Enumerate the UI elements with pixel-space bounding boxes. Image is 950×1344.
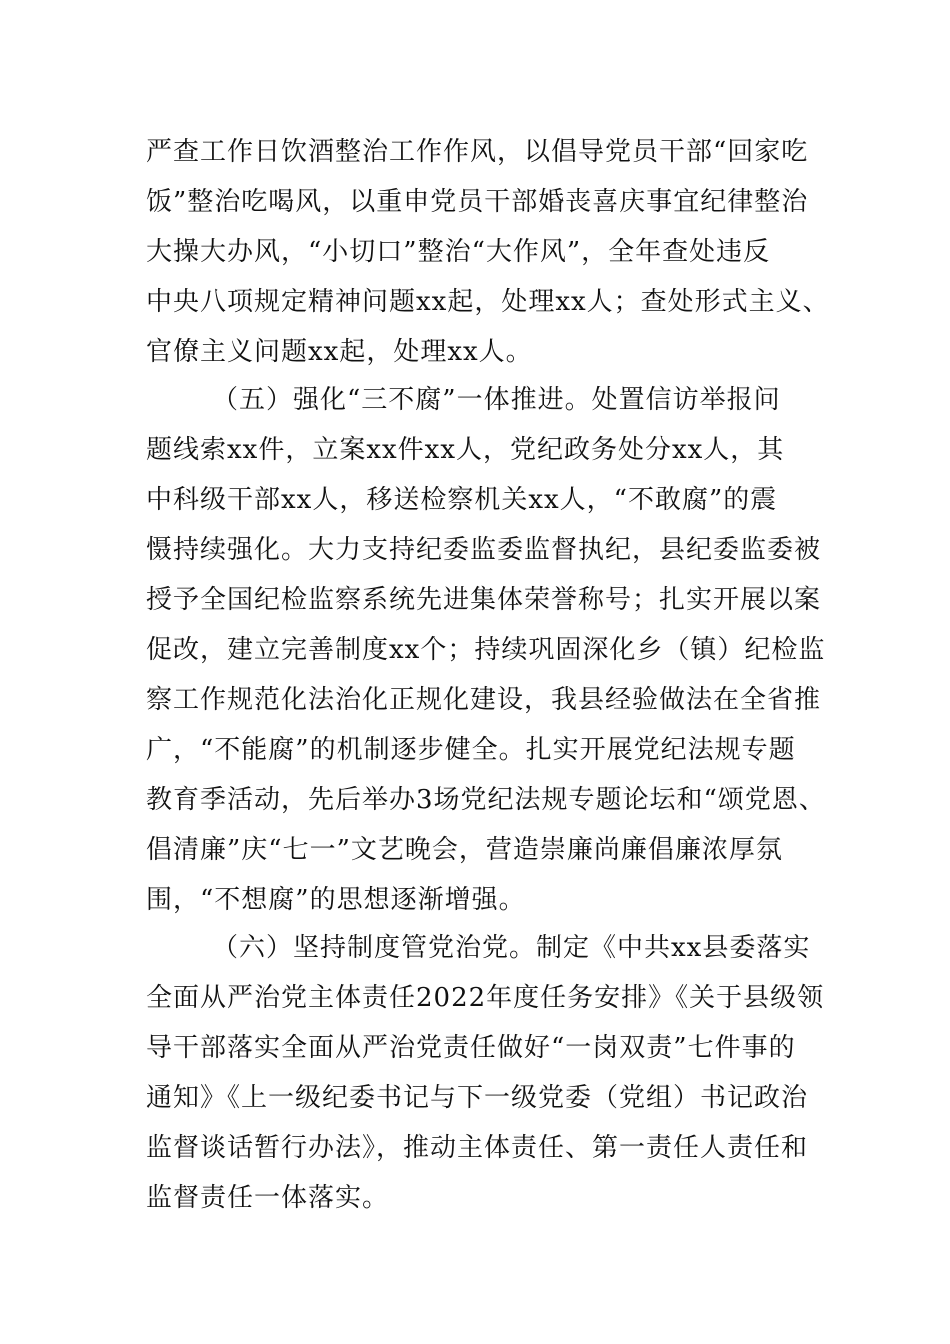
text-line: 监督谈话暂行办法》，推动主体责任、第一责任人责任和 xyxy=(146,1133,809,1163)
text-line: 教育季活动，先后举办3场党纪法规专题论坛和“颂党恩、 xyxy=(146,785,826,815)
text-line: 严查工作日饮酒整治工作作风，以倡导党员干部“回家吃 xyxy=(146,137,809,167)
text-line: 全面从严治党主体责任2022年度任务安排》《关于县级领 xyxy=(146,983,825,1013)
text-line: 围，“不想腐”的思想逐渐增强。 xyxy=(146,885,526,915)
text-line: 通知》《上一级纪委书记与下一级党委（党组）书记政治 xyxy=(146,1083,809,1113)
text-line: 大操大办风，“小切口”整治“大作风”，全年查处违反 xyxy=(146,237,771,267)
text-line: 题线索xx件，立案xx件xx人，党纪政务处分xx人，其 xyxy=(146,435,785,465)
text-line: 广，“不能腐”的机制逐步健全。扎实开展党纪法规专题 xyxy=(146,735,796,765)
paragraph-heading-5: （五）强化“三不腐”一体推进。处置信访举报问 xyxy=(212,385,781,415)
text-line: 慑持续强化。大力支持纪委监委监督执纪，县纪委监委被 xyxy=(146,535,822,565)
text-line: 察工作规范化法治化正规化建设，我县经验做法在全省推 xyxy=(146,685,822,715)
text-line: 官僚主义问题xx起，处理xx人。 xyxy=(146,337,533,367)
text-line: 倡清廉”庆“七一”文艺晚会，营造崇廉尚廉倡廉浓厚氛 xyxy=(146,835,783,865)
text-line: 饭”整治吃喝风，以重申党员干部婚丧喜庆事宜纪律整治 xyxy=(146,187,809,217)
text-line: 导干部落实全面从严治党责任做好“一岗双责”七件事的 xyxy=(146,1033,796,1063)
text-line: 中央八项规定精神问题xx起，处理xx人；查处形式主义、 xyxy=(146,287,830,317)
text-line: 授予全国纪检监察系统先进集体荣誉称号；扎实开展以案 xyxy=(146,585,822,615)
text-line: 中科级干部xx人，移送检察机关xx人，“不敢腐”的震 xyxy=(146,485,778,515)
text-line: 监督责任一体落实。 xyxy=(146,1183,390,1213)
text-line: 促改，建立完善制度xx个；持续巩固深化乡（镇）纪检监 xyxy=(146,635,826,665)
paragraph-heading-6: （六）坚持制度管党治党。制定《中共xx县委落实 xyxy=(212,933,811,963)
